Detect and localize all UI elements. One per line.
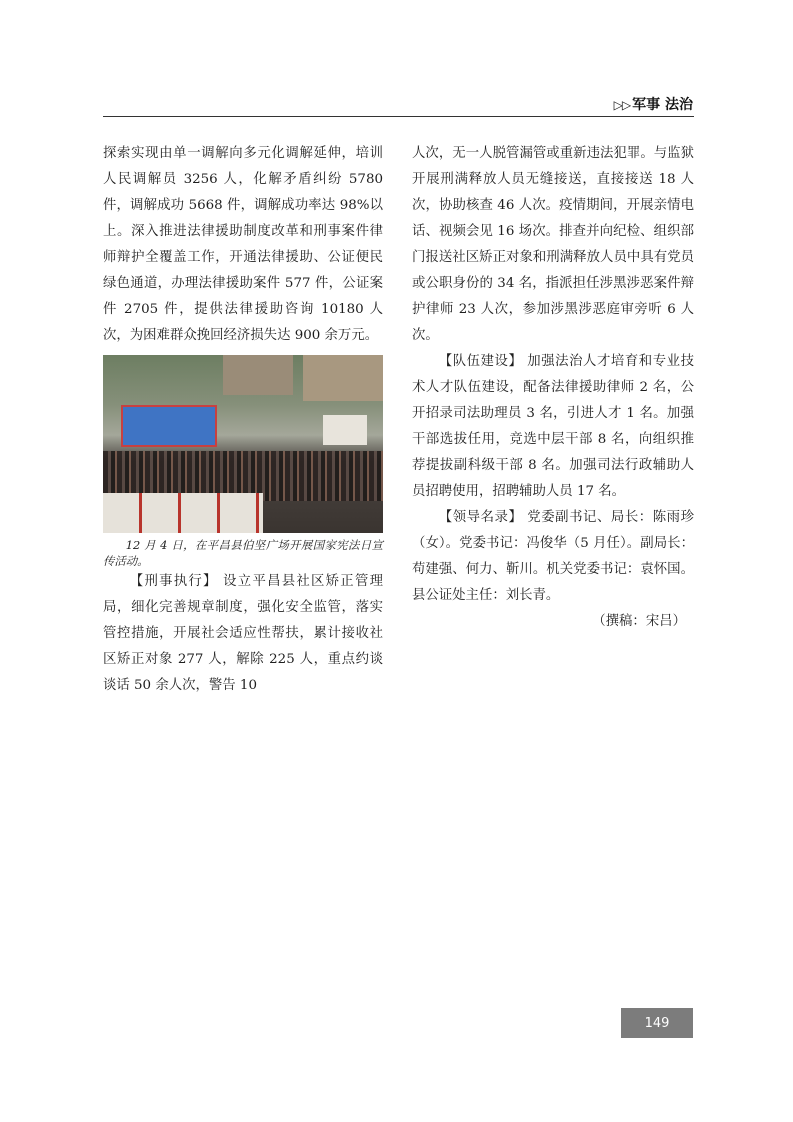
paragraph-leadership: 【领导名录】 党委副书记、局长：陈雨珍（女）。党委书记：冯俊华（5 月任）。副局长：苟建强、何力、靳川。机关党委书记：袁怀国。县公证处主任：刘长青。 <box>412 510 694 603</box>
right-column <box>412 141 694 635</box>
section-header <box>614 94 693 114</box>
section-title: 军事 法治 <box>632 97 693 113</box>
byline: （撰稿：宋吕） <box>592 614 686 629</box>
header-rule <box>103 116 694 117</box>
page-number: 149 <box>621 1008 693 1038</box>
paragraph-criminal-execution: 【刑事执行】 设立平昌县社区矫正管理局，细化完善规章制度，强化安全监管，落实管控措施，开展社会适应性帮扶，累计接收社区矫正对象 277 人，解除 225 人，重点约谈谈话 50 余人次，警告 10 <box>103 574 383 693</box>
paragraph-mediation: 探索实现由单一调解向多元化调解延伸，培训人民调解员 3256 人，化解矛盾纠纷 5780 件，调解成功 5668 件，调解成功率达 98%以上。深入推进法律援助制度改革和刑事案件律师辩护全覆盖工作，开通法律援助、公证便民绿色通道，办理法律援助案件 577 件，公证案件 2705 件，提供法律援助咨询 10180 人次，为困难群众挽回经济损失达 900 余万元。 <box>103 146 383 343</box>
left-column <box>103 141 383 699</box>
event-photo <box>103 355 383 533</box>
paragraph-team-building: 【队伍建设】 加强法治人才培育和专业技术人才队伍建设，配备法律援助律师 2 名，公开招录司法助理员 3 名，引进人才 1 名。加强干部选拔任用，竞选中层干部 8 名，向组织推荐提拔副科级干部 8 名。加强司法行政辅助人员招聘使用，招聘辅助人员 17 名。 <box>412 354 694 499</box>
photo-caption: 12 月 4 日，在平昌县伯坚广场开展国家宪法日宣传活动。 <box>103 538 383 568</box>
paragraph-continued: 人次，无一人脱管漏管或重新违法犯罪。与监狱开展刑满释放人员无缝接送，直接接送 18 人次，协助核查 46 人次。疫情期间，开展亲情电话、视频会见 16 场次。排查并向纪检、组织部门报送社区矫正对象和刑满释放人员中具有党员或公职身份的 34 名，指派担任涉黑涉恶案件辩护律师 23 人次，参加涉黑涉恶庭审旁听 6 人次。 <box>412 146 694 343</box>
photo-banner <box>121 405 217 447</box>
double-triangle-icon: ▷▷ <box>613 98 631 112</box>
